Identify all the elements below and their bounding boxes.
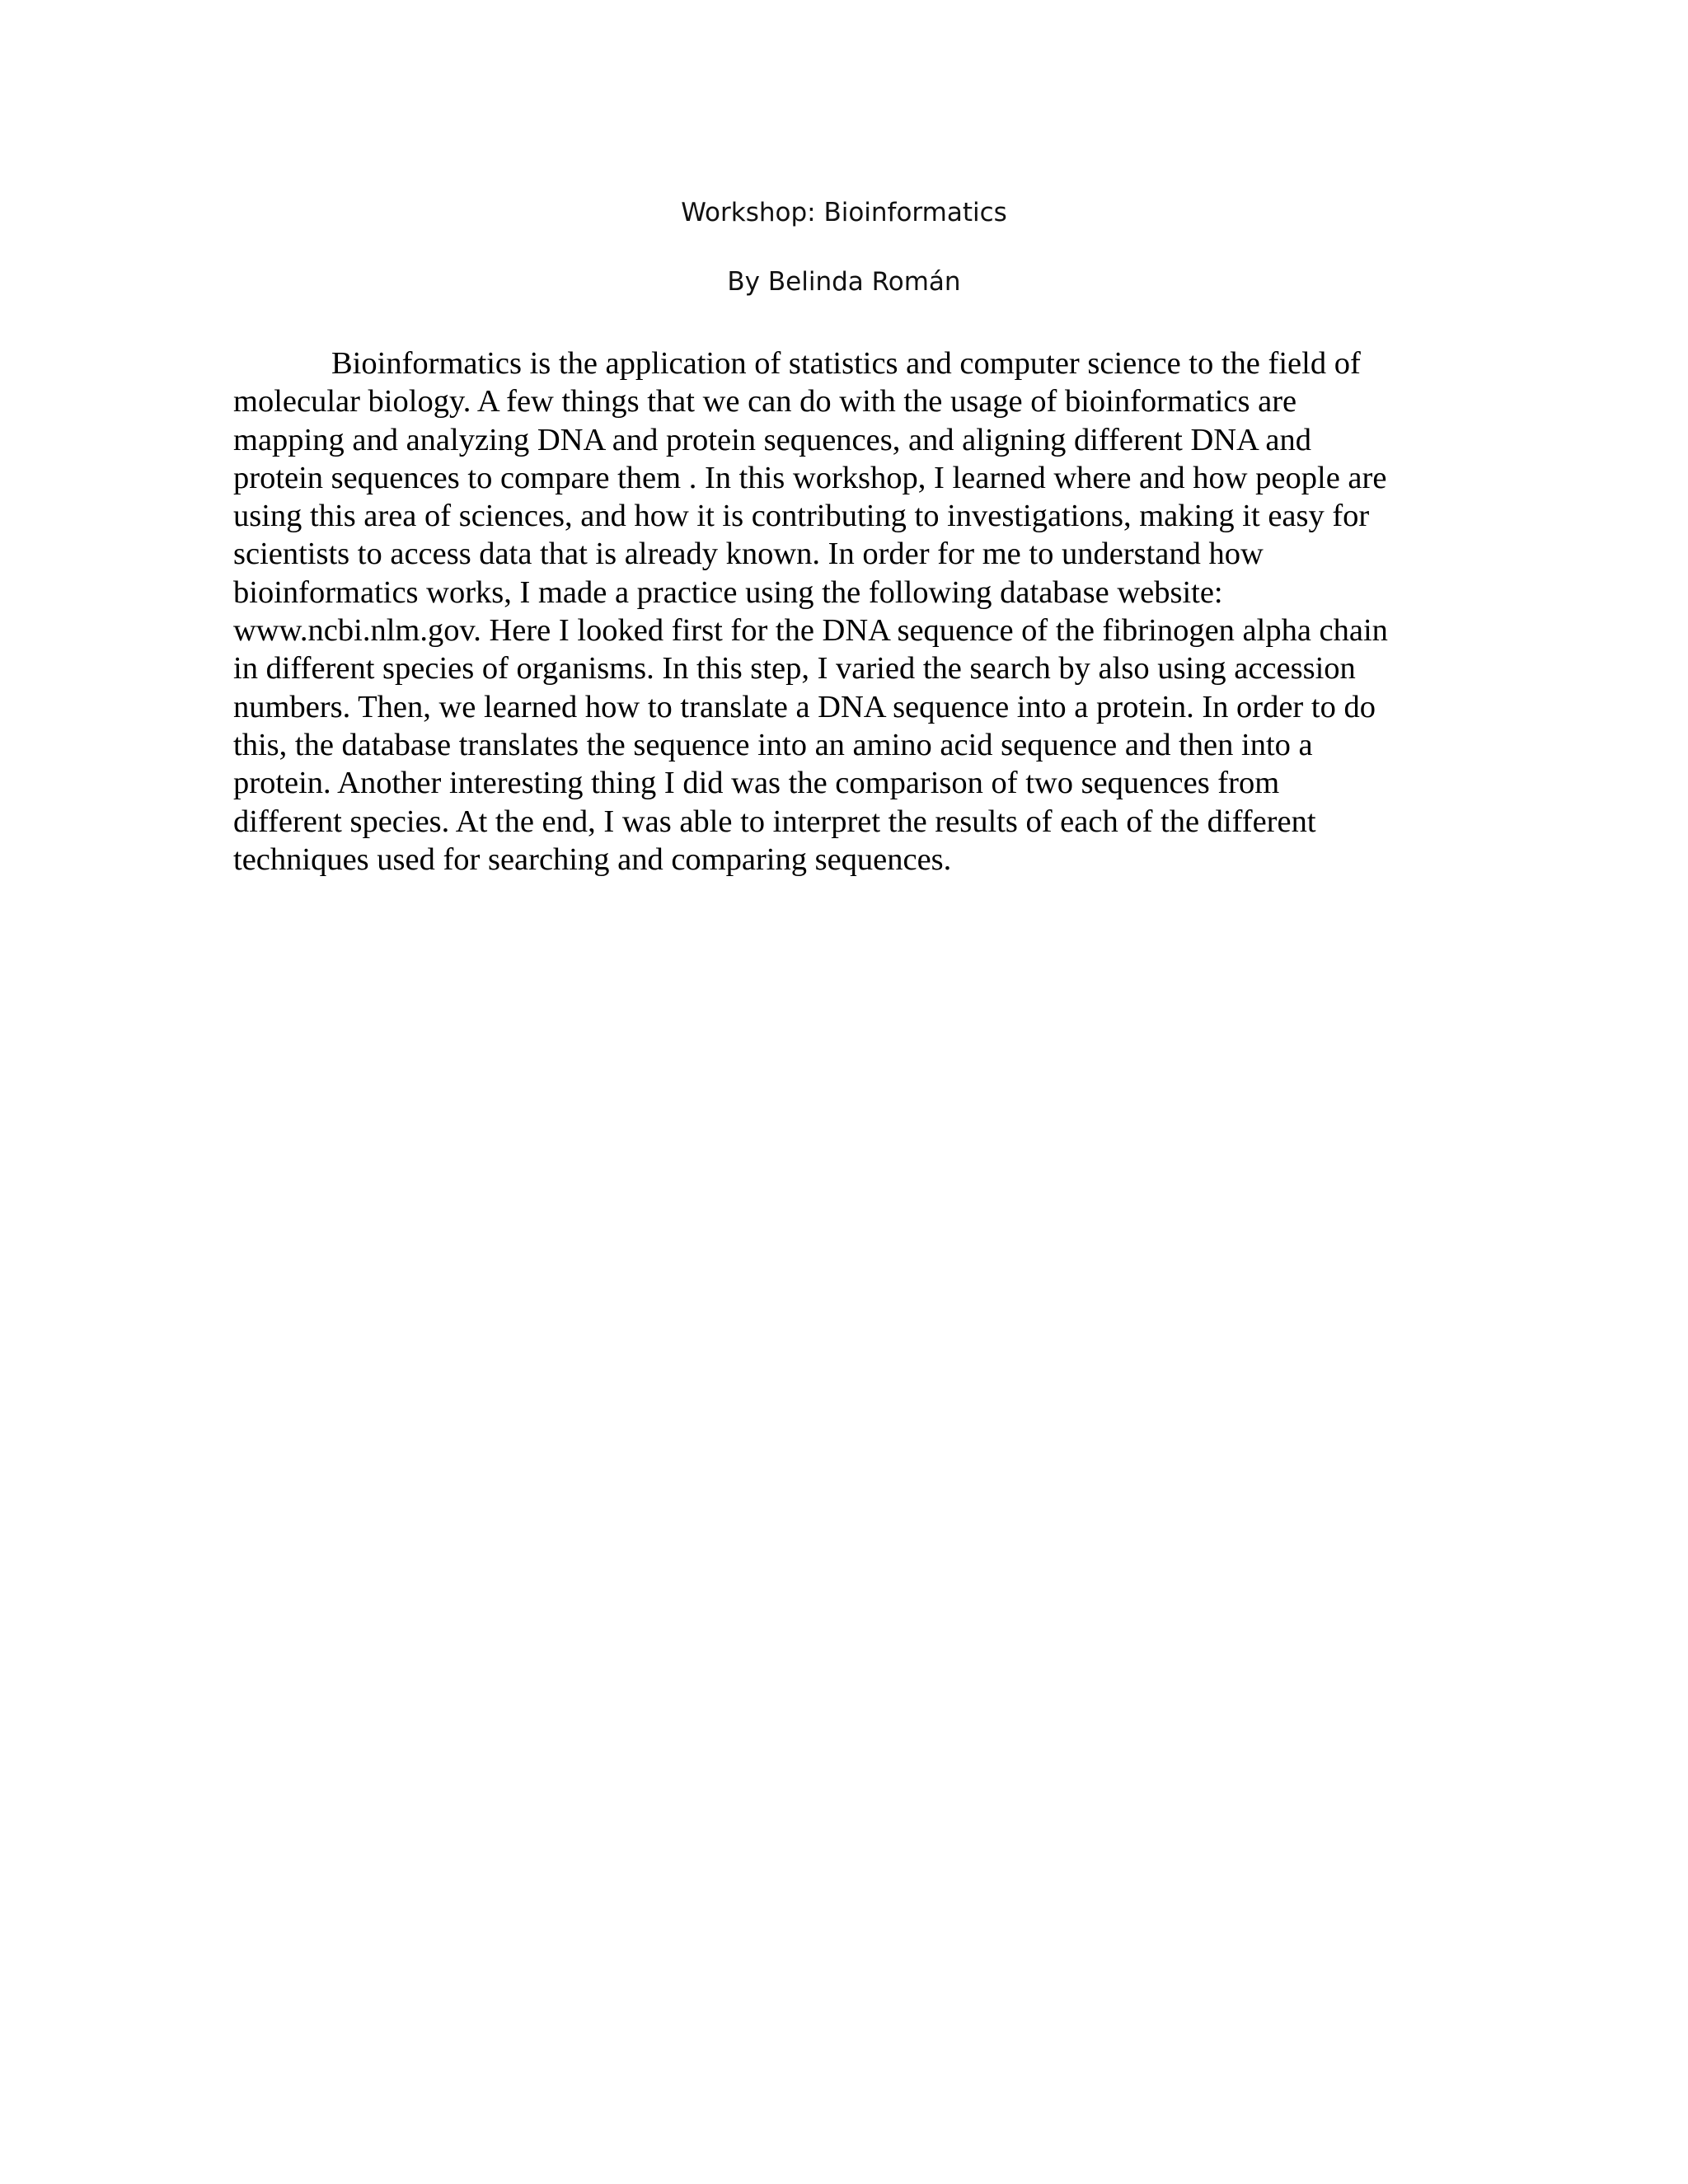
paragraph-line: this, the database translates the sequence into an amino acid sequence and then into a [233,727,1313,762]
paragraph-line: numbers. Then, we learned how to translate a DNA sequence into a protein. In order to do [233,689,1376,724]
paragraph-line: www.ncbi.nlm.gov. Here I looked first for the DNA sequence of the fibrinogen alpha chain [233,613,1388,649]
body-paragraph [233,344,1453,879]
document-title: Workshop: Bioinformatics [681,198,1007,227]
paragraph-line: molecular biology. A few things that we can do with the usage of bioinformatics are [233,384,1297,419]
paragraph-line: scientists to access data that is already known. In order for me to understand how [233,537,1264,572]
paragraph-line: bioinformatics works, I made a practice using the following database website: [233,574,1223,610]
paragraph-line: in different species of organisms. In this step, I varied the search by also using accession [233,651,1356,687]
paragraph-line: techniques used for searching and comparing sequences. [233,841,952,877]
paragraph-line: using this area of sciences, and how it is contributing to investigations, making it easy for [233,499,1370,534]
paragraph-line: protein sequences to compare them . In this workshop, I learned where and how people are [233,460,1387,495]
paragraph-line: Bioinformatics is the application of statistics and computer science to the field of [331,346,1361,381]
paragraph-line: mapping and analyzing DNA and protein sequences, and aligning different DNA and [233,422,1311,457]
paragraph-line: protein. Another interesting thing I did was the comparison of two sequences from [233,766,1280,801]
document-author: By Belinda Román [727,267,961,297]
paragraph-line: different species. At the end, I was able to interpret the results of each of the different [233,804,1316,839]
